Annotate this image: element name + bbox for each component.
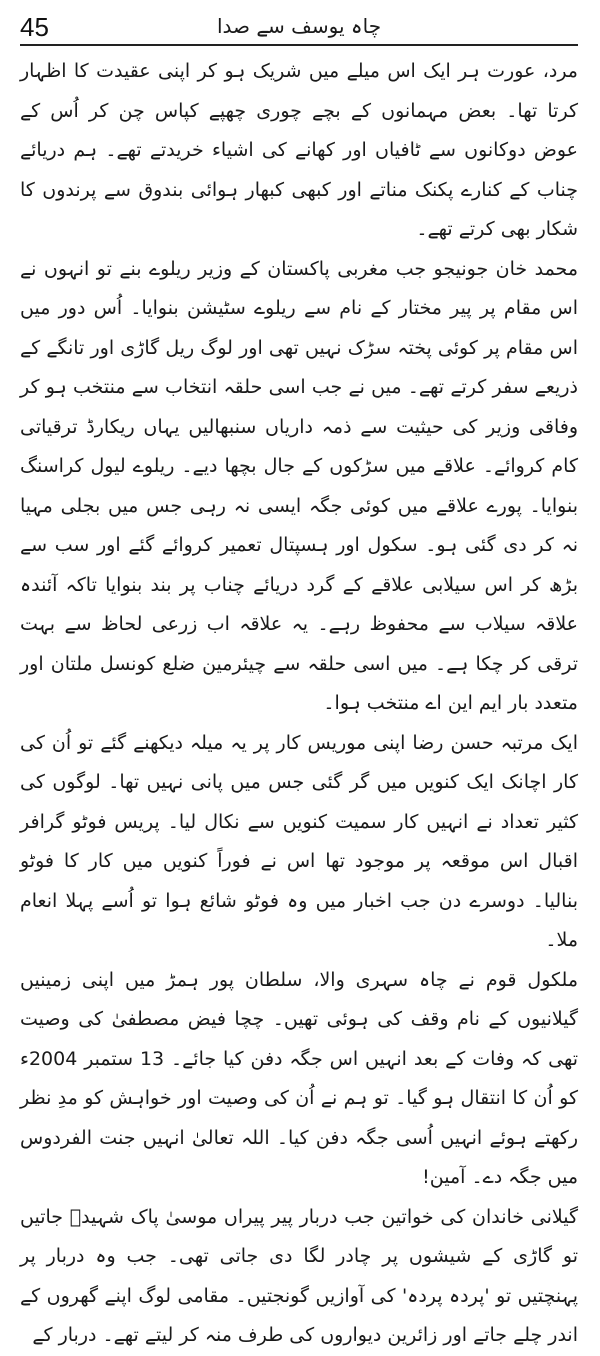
running-title: چاہ یوسف سے صدا (216, 14, 382, 38)
paragraph: ملکول قوم نے چاہ سہری والا، سلطان پور ہمڑ میں اپنی زمینیں گیلانیوں کے نام وقف کی ہوئی تھیں۔ چچا فیض مصطفیٰ کی وصیت تھی کہ وفات کے بعد انہیں اس جگہ دفن کیا جائے۔ 13 ستمبر 2004ء کو اُن کا انتقال ہو گیا۔ تو ہم نے اُن کی وصیت اور خواہش کو مدِ نظر رکھتے ہوئے انہیں اُسی جگہ دفن کیا۔ اللہ تعالیٰ انہیں جنت الفردوس میں جگہ دے۔ آمین! (20, 968, 579, 1188)
paragraph: مرد، عورت ہر ایک اس میلے میں شریک ہو کر اپنی عقیدت کا اظہار کرتا تھا۔ بعض مہمانوں کے بچے چوری چھپے کپاس چن کر اُس کے عوض دوکانوں سے ٹافیاں اور کھانے کی اشیاء خریدتے تھے۔ ہم دریائے چناب کے کنارے پکنک مناتے اور کبھی کبھار ہوائی بندوق سے پرندوں کا شکار بھی کرتے تھے۔ (20, 60, 578, 240)
header-rule (20, 44, 578, 46)
paragraph: محمد خان جونیجو جب مغربی پاکستان کے وزیر ریلوے بنے تو انہوں نے اس مقام پر پیر مختار کے نام سے ریلوے سٹیشن بنوایا۔ اُس دور میں اس مقام پر کوئی پختہ سڑک نہیں تھی اور لوگ ریل گاڑی اور تانگے کے ذریعے سفر کرتے تھے۔ میں نے جب اسی حلقہ انتخاب سے منتخب ہو کر وفاقی وزیر کی حیثیت سے ذمہ داریاں سنبھالیں یہاں ریکارڈ ترقیاتی کام کروائے۔ علاقے میں سڑکوں کے جال بچھا دیے۔ ریلوے لیول کراسنگ بنوایا۔ پورے علاقے میں کوئی جگہ ایسی نہ رہی جس میں بجلی مہیا نہ کر دی گئی ہو۔ سکول اور ہسپتال تعمیر کروائے گئے اور سب سے بڑھ کر اس سیلابی علاقے کے گرد دریائے چناب پر بند بنوایا تاکہ آئندہ علاقہ سیلاب سے محفوظ رہے۔ یہ علاقہ اب زرعی لحاظ سے بہت ترقی کر چکا ہے۔ میں اسی حلقہ سے چیئرمین ضلع کونسل ملتان اور متعدد بار ایم این اے منتخب ہوا۔ (20, 257, 578, 714)
page-header (20, 0, 578, 48)
paragraph: ایک مرتبہ حسن رضا اپنی موریس کار پر یہ میلہ دیکھنے گئے تو اُن کی کار اچانک ایک کنویں میں گر گئی جس میں پانی نہیں تھا۔ لوگوں کی کثیر تعداد نے انہیں کار سمیت کنویں سے نکال لیا۔ پریس فوٹو گرافر اقبال اس موقعہ پر موجود تھا اس نے فوراً کنویں میں کار کا فوٹو بنالیا۔ دوسرے دن جب اخبار میں وہ فوٹو شائع ہوا تو اُسے پہلا انعام ملا۔ (20, 731, 578, 951)
paragraph: گیلانی خاندان کی خواتین جب دربار پیر پیراں موسیٰ پاک شہیدؒ جاتیں تو گاڑی کے شیشوں پر چادر لگا دی جاتی تھی۔ جب وہ دربار پر پہنچتیں تو 'پردہ پردہ' کی آوازیں گونجتیں۔ مقامی لوگ اپنے گھروں کے اندر چلے جاتے اور زائرین دیواروں کی طرف منہ کر لیتے تھے۔ دربار کے (20, 1205, 578, 1346)
page-body (20, 52, 578, 1356)
page-number: 45 (20, 12, 49, 42)
